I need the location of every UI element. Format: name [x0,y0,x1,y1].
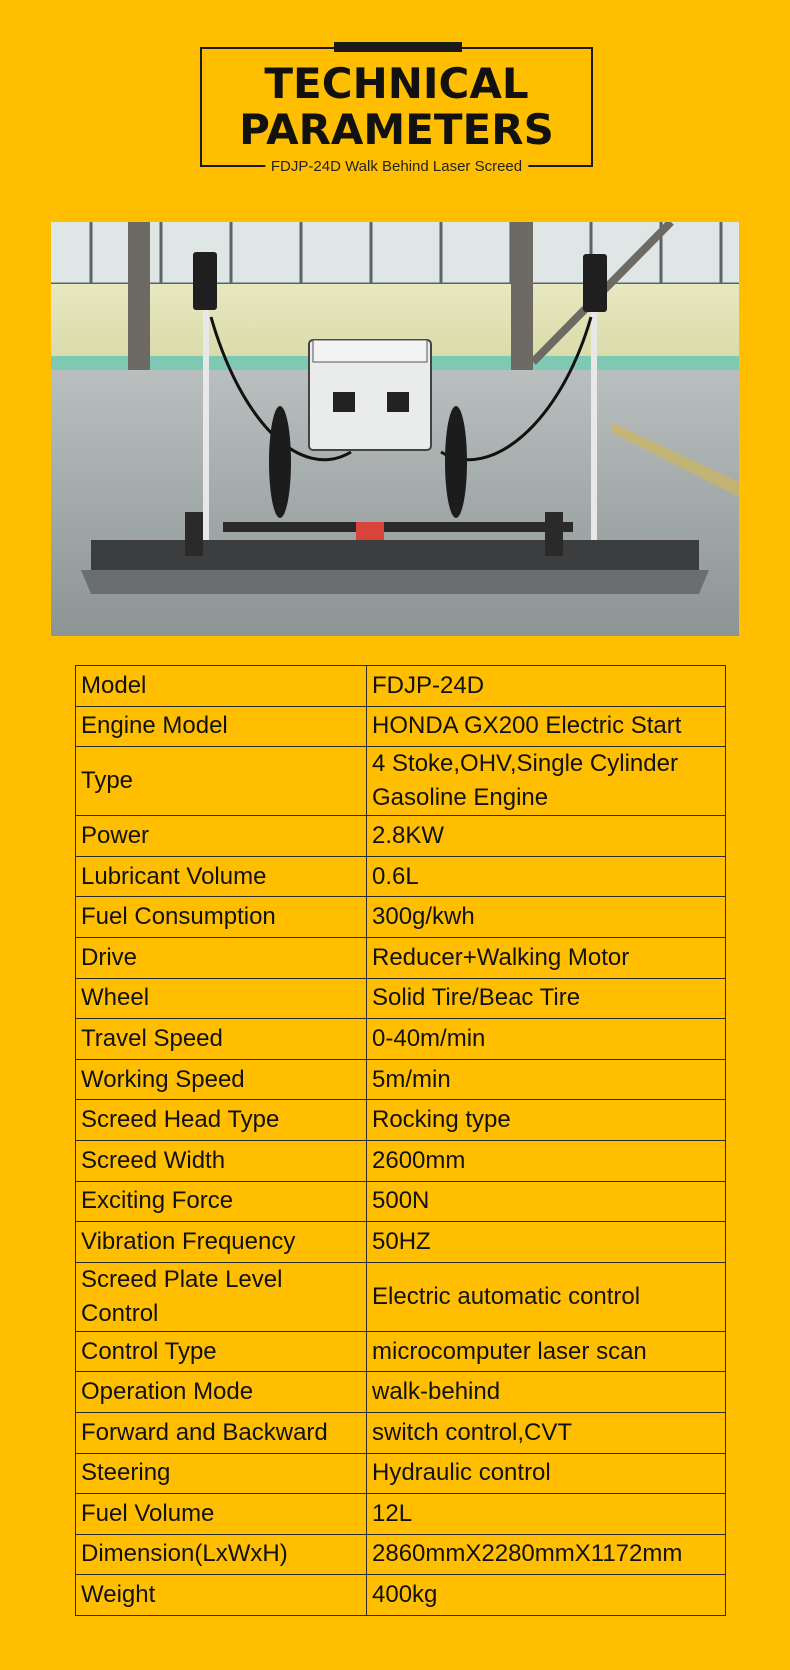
laser-screed-photo-illustration [51,222,739,636]
table-row [76,1222,726,1263]
parameter-value: 12L [367,1494,726,1535]
parameter-label: Weight [76,1575,367,1616]
parameter-value: Rocking type [367,1100,726,1141]
table-row [76,1019,726,1060]
parameter-value: Solid Tire/Beac Tire [367,978,726,1019]
parameter-label: Control Type [76,1331,367,1372]
table-row [76,1262,726,1331]
parameter-value: 2.8KW [367,816,726,857]
table-row [76,1372,726,1413]
parameter-label: Power [76,816,367,857]
table-row [76,1494,726,1535]
technical-parameters-table [75,665,726,1616]
table-row [76,666,726,707]
parameter-label: Operation Mode [76,1372,367,1413]
table-row [76,1140,726,1181]
parameter-value: Reducer+Walking Motor [367,937,726,978]
parameter-label: Fuel Volume [76,1494,367,1535]
parameter-value: walk-behind [367,1372,726,1413]
table-row [76,978,726,1019]
parameter-value: switch control,CVT [367,1412,726,1453]
parameter-value: 0-40m/min [367,1019,726,1060]
parameter-value: 300g/kwh [367,897,726,938]
table-row [76,1453,726,1494]
parameter-value: 2600mm [367,1140,726,1181]
table-row [76,1331,726,1372]
page-title-line-1: TECHNICAL [264,59,529,108]
table-row [76,856,726,897]
parameter-label: Drive [76,937,367,978]
parameter-label: Exciting Force [76,1181,367,1222]
parameter-label: Engine Model [76,706,367,747]
parameter-value: 0.6L [367,856,726,897]
table-row [76,1575,726,1616]
parameter-label: Wheel [76,978,367,1019]
product-photo [51,222,739,636]
table-row [76,1059,726,1100]
parameter-value: 50HZ [367,1222,726,1263]
parameter-label: Type [76,747,367,816]
title-frame [200,47,593,175]
parameter-value: microcomputer laser scan [367,1331,726,1372]
table-row [76,937,726,978]
parameter-label: Fuel Consumption [76,897,367,938]
parameter-label: Model [76,666,367,707]
table-row [76,1100,726,1141]
table-row [76,1412,726,1453]
table-row [76,816,726,857]
parameter-label: Forward and Backward [76,1412,367,1453]
parameter-value: 5m/min [367,1059,726,1100]
parameter-label: Screed Head Type [76,1100,367,1141]
page-title [202,61,591,153]
parameter-value: Electric automatic control [367,1262,726,1331]
parameter-label: Screed Plate Level Control [76,1262,367,1331]
parameter-value: 4 Stoke,OHV,Single Cylinder Gasoline Engine [367,747,726,816]
parameter-label: Screed Width [76,1140,367,1181]
parameter-value: 500N [367,1181,726,1222]
parameter-value: HONDA GX200 Electric Start [367,706,726,747]
page-subtitle: FDJP-24D Walk Behind Laser Screed [265,158,528,175]
parameter-label: Working Speed [76,1059,367,1100]
parameter-label: Steering [76,1453,367,1494]
parameter-value: 400kg [367,1575,726,1616]
parameter-value: Hydraulic control [367,1453,726,1494]
parameter-label: Dimension(LxWxH) [76,1534,367,1575]
table-row [76,1181,726,1222]
parameter-value: FDJP-24D [367,666,726,707]
page-title-line-2: PARAMETERS [239,105,554,154]
table-row [76,897,726,938]
title-frame-accent-bar [334,42,462,52]
parameter-label: Lubricant Volume [76,856,367,897]
table-row [76,747,726,816]
table-row [76,706,726,747]
parameter-value: 2860mmX2280mmX1172mm [367,1534,726,1575]
parameter-label: Travel Speed [76,1019,367,1060]
parameter-label: Vibration Frequency [76,1222,367,1263]
table-row [76,1534,726,1575]
